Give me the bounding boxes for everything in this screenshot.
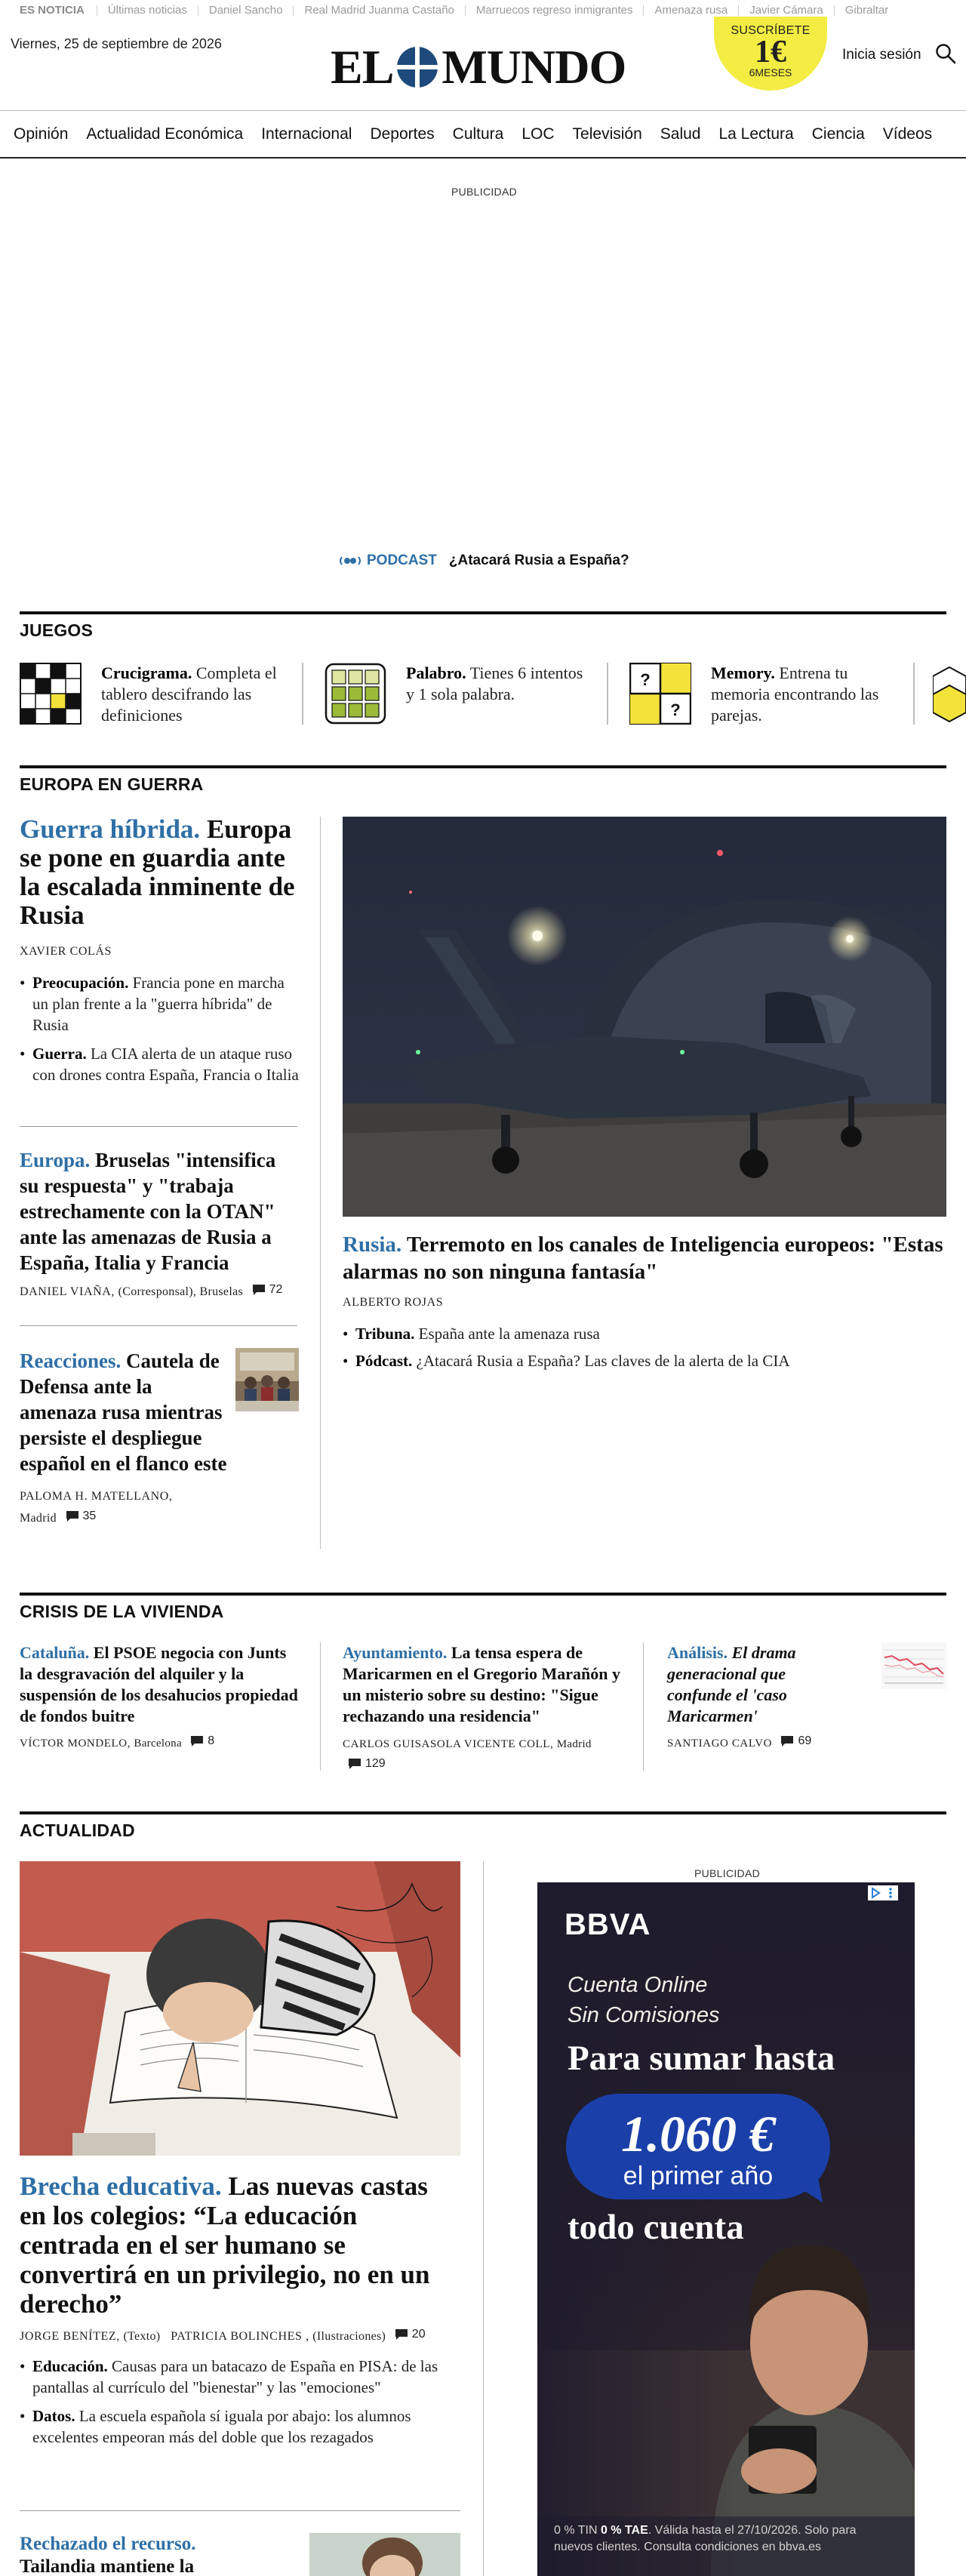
nav-item-deportes[interactable]: Deportes [370, 125, 435, 143]
ad-amount: 1.060 € [621, 2105, 775, 2162]
article-cataluna[interactable] [20, 1642, 299, 1750]
article-kicker: Ayuntamiento. [343, 1643, 448, 1662]
byline-author: JORGE BENÍTEZ, [20, 2330, 120, 2343]
comments-count[interactable] [253, 1283, 283, 1297]
column-divider [607, 663, 608, 725]
comment-icon [395, 2329, 408, 2340]
related-links [20, 972, 299, 1085]
game-memory[interactable] [629, 663, 897, 726]
svg-text:?: ? [640, 670, 651, 689]
ad-legal-rest: . Válida hasta el 27/10/2026. Solo para nuevos clientes. Consulta condiciones en bbva.es [554, 2524, 857, 2553]
nav-item-opinion[interactable]: Opinión [14, 125, 69, 143]
column-divider [913, 663, 915, 725]
comments-number: 20 [411, 2328, 426, 2341]
article-analisis[interactable] [667, 1642, 946, 1750]
column-divider [302, 663, 303, 725]
comments-count[interactable] [349, 1754, 386, 1774]
article-title: Las nuevas castas en los colegios: “La educación centrada en el ser humano se convertirá en un privilegio, no en un derecho” [20, 2171, 430, 2319]
article-kicker: Reacciones. [20, 1350, 122, 1372]
ad-legal-text [554, 2522, 886, 2556]
related-links [343, 1323, 946, 1371]
promo-price: 1€ [755, 35, 786, 69]
related-link-text: ¿Atacará Rusia a España? Las claves de la alerta de la CIA [416, 1352, 790, 1370]
article-title: Terremoto en los canales de Inteligencia europeos: "Estas alarmas no son ninguna fantasía" [343, 1233, 943, 1284]
memory-icon [629, 663, 691, 725]
byline-extra: Barcelona [134, 1737, 182, 1750]
article-divider [20, 1325, 297, 1326]
game-text [101, 663, 287, 726]
comment-icon [253, 1285, 265, 1295]
related-link[interactable] [20, 1043, 299, 1085]
ad-brand-logo: BBVA [565, 1908, 651, 1941]
comments-number: 8 [208, 1734, 215, 1747]
article-headline [20, 1642, 299, 1727]
globe-icon [395, 45, 440, 90]
related-link-text: España ante la amenaza rusa [418, 1325, 600, 1343]
related-link-text: Francia pone en marcha un plan frente a la "guerra híbrida" de Rusia [32, 974, 285, 1034]
byline-extra: Madrid [20, 1512, 57, 1525]
ad-close-icon[interactable] [883, 1885, 898, 1900]
section-title-vivienda: CRISIS DE LA VIVIENDA [20, 1602, 224, 1621]
ad-label: PUBLICIDAD [451, 186, 518, 198]
byline-author: PATRICIA BOLINCHES , [171, 2330, 309, 2343]
byline-extra: (Corresponsal), Bruselas [118, 1285, 244, 1298]
related-link[interactable] [20, 972, 299, 1036]
related-link-kicker: Preocupación. [32, 974, 129, 992]
article-headline [667, 1642, 833, 1727]
podcast-icon [340, 554, 361, 568]
section-divider [20, 611, 946, 614]
section-divider [20, 765, 946, 768]
article-kicker: Guerra híbrida. [20, 814, 201, 844]
comments-number: 129 [365, 1757, 386, 1770]
article-kicker: Brecha educativa. [20, 2171, 222, 2201]
byline-extra: (Texto) [123, 2330, 161, 2343]
game-text [711, 663, 897, 726]
trending-item[interactable]: Marruecos regreso inmigrantes [465, 5, 644, 16]
comments-count[interactable] [395, 2328, 426, 2341]
main-nav [0, 110, 966, 158]
game-name: Memory. [711, 663, 775, 682]
hexagon-game-icon[interactable] [933, 664, 966, 725]
logo-text-left: EL [331, 40, 394, 94]
article-kicker: Cataluña. [20, 1643, 90, 1662]
byline-author: VÍCTOR MONDELO, [20, 1737, 131, 1750]
game-desc: Tienes 6 intentos y 1 sola palabra. [406, 663, 583, 703]
column-divider [643, 1642, 644, 1771]
trending-item[interactable]: Javier Cámara [738, 5, 834, 16]
section-title-europa: EUROPA EN GUERRA [20, 774, 204, 794]
article-title: Bruselas "intensifica su respuesta" y "trabaja estrechamente con la OTAN" ante las amenazas de Rusia a España, Italia y Francia [20, 1149, 276, 1274]
article-title: Cautela de Defensa ante la amenaza rusa mientras persiste el despliegue español en el flanco este [20, 1350, 227, 1475]
byline-extra: (Ilustraciones) [312, 2330, 386, 2343]
related-links [20, 2356, 460, 2448]
article-headline [20, 1147, 299, 1276]
logo-text-right: MUNDO [441, 40, 626, 94]
section-divider [20, 1811, 946, 1814]
byline-author: DANIEL VIAÑA, [20, 1285, 115, 1298]
byline-author: PALOMA H. MATELLANO, [20, 1490, 173, 1503]
ad-subtitle [568, 1970, 719, 2030]
svg-text:?: ? [670, 700, 681, 719]
comments-count[interactable] [191, 1734, 214, 1748]
ad-label: PUBLICIDAD [694, 1867, 761, 1879]
article-rusia-main[interactable] [343, 817, 946, 1371]
comments-number: 72 [269, 1283, 283, 1296]
subscribe-promo-button[interactable] [714, 17, 827, 91]
article-divider [20, 1126, 297, 1127]
comments-count[interactable] [66, 1507, 97, 1526]
login-link[interactable]: Inicia sesión [842, 47, 921, 63]
game-text [406, 663, 592, 705]
palabro-icon [325, 663, 386, 725]
section-title-actualidad: ACTUALIDAD [20, 1820, 135, 1840]
article-title: El PSOE negocia con Junts la desgravación del alquiler y la suspensión de los desahucios propiedad de fondos buitre [20, 1643, 298, 1725]
article-bruselas[interactable] [20, 1147, 299, 1299]
article-rechazado-recurso[interactable] [20, 2533, 460, 2576]
related-link-kicker: Datos. [32, 2407, 75, 2425]
nav-item-videos[interactable]: Vídeos [882, 125, 933, 143]
article-thumbnail-chart[interactable] [881, 1642, 946, 1689]
section-title-juegos: JUEGOS [20, 620, 94, 640]
article-headline [20, 2533, 246, 2576]
article-byline [20, 1487, 208, 1528]
article-byline [20, 1734, 299, 1750]
byline-author: CARLOS GUISASOLA VICENTE COLL, [343, 1738, 554, 1750]
related-link[interactable] [20, 2405, 460, 2448]
game-desc: Entrena tu memoria encontrando las parejas. [711, 663, 879, 725]
ad-subtitle-line: Sin Comisiones [568, 2003, 720, 2027]
ad-subtitle-line: Cuenta Online [568, 1973, 708, 1997]
trending-label: ES NOTICIA [20, 4, 85, 17]
related-link-text: La escuela española sí iguala por abajo: los alumnos excelentes empeoran más del doble que los rezagados [32, 2407, 411, 2446]
nav-item-actualidad-economica[interactable]: Actualidad Económica [86, 125, 244, 143]
article-image-illustration[interactable] [20, 1861, 460, 2156]
byline-extra: Madrid [556, 1738, 592, 1750]
podcast-tag: PODCAST [367, 552, 437, 568]
article-byline: ALBERTO ROJAS [343, 1296, 444, 1309]
related-link-kicker: Pódcast. [355, 1352, 413, 1370]
article-thumbnail[interactable] [235, 1348, 299, 1411]
article-byline [20, 2328, 460, 2344]
ad-amount-sub: el primer año [623, 2162, 774, 2190]
comments-number: 35 [82, 1510, 97, 1522]
site-logo[interactable] [331, 41, 626, 94]
ad-legal-bold: 0 % TAE [600, 2524, 648, 2537]
article-image-fighter-jet[interactable] [343, 817, 946, 1217]
article-title: Tailandia mantiene la [20, 2556, 195, 2576]
article-thumbnail[interactable] [309, 2533, 460, 2576]
article-kicker: Rechazado el recurso. [20, 2534, 196, 2554]
article-headline [20, 815, 299, 930]
comment-icon [349, 1759, 361, 1769]
column-divider [320, 817, 321, 1549]
article-title: Europa se pone en guardia ante la escalada inminente de Rusia [20, 814, 295, 930]
article-byline [667, 1734, 946, 1750]
nav-item-loc[interactable]: LOC [521, 125, 555, 143]
game-name: Palabro. [406, 663, 466, 682]
comments-number: 69 [798, 1734, 812, 1747]
game-palabro[interactable] [325, 663, 592, 725]
related-link-kicker: Guerra. [32, 1045, 87, 1063]
byline-author: SANTIAGO CALVO [667, 1737, 773, 1750]
article-headline [343, 1231, 946, 1285]
nav-item-internacional[interactable]: Internacional [261, 125, 352, 143]
article-headline [343, 1642, 623, 1727]
comment-icon [66, 1511, 78, 1522]
adchoices-icon [868, 1885, 883, 1900]
game-crucigrama[interactable] [20, 663, 287, 726]
article-divider [20, 2510, 460, 2511]
comment-icon [191, 1736, 203, 1747]
nav-item-la-lectura[interactable]: La Lectura [718, 125, 794, 143]
article-byline [343, 1734, 623, 1776]
column-divider [320, 1642, 321, 1771]
article-byline: XAVIER COLÁS [20, 945, 112, 958]
trending-item[interactable]: Amenaza rusa [643, 5, 738, 16]
related-link-kicker: Tribuna. [355, 1325, 415, 1343]
article-headline [20, 2171, 460, 2319]
trending-item[interactable]: Gibraltar [834, 5, 900, 16]
nav-item-ciencia[interactable]: Ciencia [811, 125, 865, 143]
pill-tail-shape [786, 2169, 824, 2207]
related-link[interactable] [20, 2356, 460, 2398]
nav-item-television[interactable]: Televisión [572, 125, 642, 143]
bbva-ad-banner[interactable] [537, 1882, 915, 2576]
section-divider [20, 1593, 946, 1596]
promo-line1: SUSCRÍBETE [731, 24, 811, 37]
related-link-text: La CIA alerta de un ataque ruso con drones contra España, Francia o Italia [32, 1045, 299, 1084]
current-date: Viernes, 25 de septiembre de 2026 [11, 36, 222, 51]
trending-item[interactable]: Daniel Sancho [198, 5, 294, 16]
related-link[interactable] [343, 1350, 946, 1371]
nav-item-salud[interactable]: Salud [660, 125, 701, 143]
search-icon[interactable] [934, 42, 957, 65]
article-guerra-hibrida[interactable] [20, 815, 299, 1085]
article-kicker: Rusia. [343, 1233, 402, 1257]
ad-tagline: todo cuenta [568, 2208, 744, 2247]
comment-icon [781, 1736, 793, 1747]
trending-item[interactable]: Últimas noticias [97, 5, 198, 16]
comments-count[interactable] [781, 1734, 811, 1748]
podcast-title: ¿Atacará Rusia a España? [448, 552, 629, 568]
article-ayuntamiento[interactable] [343, 1642, 623, 1776]
game-desc: Completa el tablero descifrando las definiciones [101, 663, 277, 725]
article-kicker: Europa. [20, 1149, 91, 1171]
article-title: La tensa espera de Maricarmen en el Gregorio Marañón y un misterio sobre su destino: "Sigue rechazando una residencia" [343, 1643, 620, 1725]
game-name: Crucigrama. [101, 663, 192, 682]
trending-item[interactable]: Real Madrid Juanma Castaño [293, 5, 464, 16]
ad-choices[interactable] [868, 1885, 898, 1900]
ad-headline: Para sumar hasta [568, 2039, 835, 2078]
article-byline [20, 1283, 299, 1299]
related-link[interactable] [343, 1323, 946, 1344]
nav-item-cultura[interactable]: Cultura [452, 125, 504, 143]
related-link-text: Causas para un batacazo de España en PISA: de las pantallas al currículo del "bienestar" y las "emociones" [32, 2357, 438, 2396]
article-title: El drama generacional que confunde el 'caso Maricarmen' [667, 1643, 796, 1725]
article-brecha-educativa[interactable] [20, 1861, 460, 2448]
crossword-icon [20, 663, 82, 725]
column-divider [483, 1861, 484, 2576]
article-headline [20, 1348, 231, 1476]
ad-legal-prefix: 0 % TIN [554, 2524, 598, 2537]
article-reacciones[interactable] [20, 1348, 299, 1528]
podcast-link[interactable] [340, 552, 629, 569]
promo-line3: 6MESES [749, 66, 792, 78]
article-kicker: Análisis. [667, 1643, 728, 1662]
related-link-kicker: Educación. [32, 2357, 108, 2375]
